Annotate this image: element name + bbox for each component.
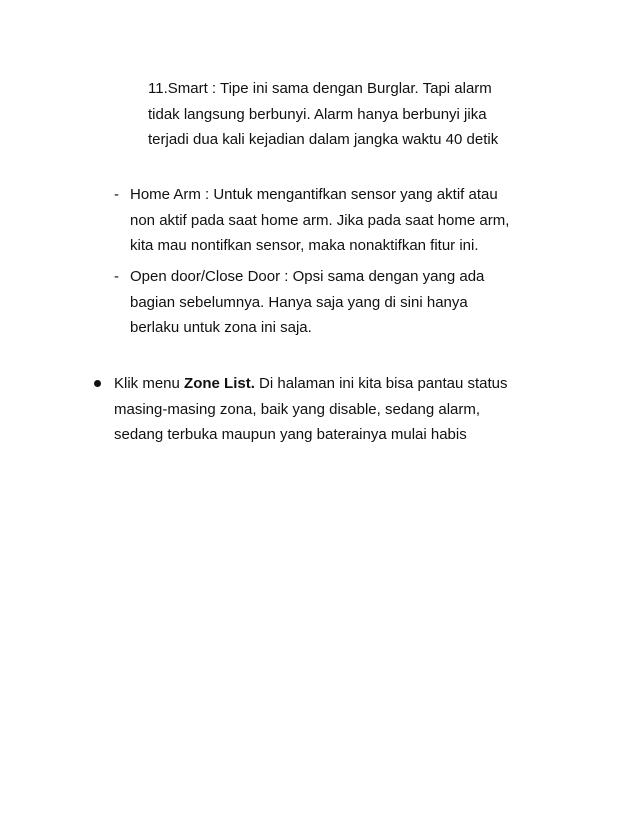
paragraph-line: 11.Smart : Tipe ini sama dengan Burglar. Tapi alarm xyxy=(148,80,492,97)
dash-marker: - xyxy=(114,268,119,285)
item-line: kita mau nontifkan sensor, maka nonaktifkan fitur ini. xyxy=(130,237,479,254)
item-line: masing-masing zona, baik yang disable, sedang alarm, xyxy=(114,400,481,418)
item-line: Home Arm : Untuk mengantifkan sensor yang aktif atau xyxy=(130,186,498,203)
item-line: non aktif pada saat home arm. Jika pada saat home arm, xyxy=(130,211,510,229)
item-line: berlaku untuk zona ini saja. xyxy=(130,319,312,336)
paragraph-line: tidak langsung berbunyi. Alarm hanya berbunyi jika xyxy=(148,105,487,123)
item-line: Open door/Close Door : Opsi sama dengan yang ada xyxy=(130,268,485,285)
bullet-icon xyxy=(94,380,101,387)
bullet-item-text xyxy=(114,371,508,448)
dash-item-text xyxy=(130,264,484,341)
numbered-paragraph xyxy=(148,76,498,153)
emphasis-text: Zone List. xyxy=(184,375,255,392)
item-line: bagian sebelumnya. Hanya saja yang di sini hanya xyxy=(130,293,468,311)
item-prefix: Klik menu xyxy=(114,375,185,392)
item-line xyxy=(114,371,508,397)
item-line-rest: Di halaman ini kita bisa pantau status xyxy=(254,375,508,392)
dash-item-text xyxy=(130,182,509,259)
paragraph-line: terjadi dua kali kejadian dalam jangka waktu 40 detik xyxy=(148,131,499,148)
dash-marker: - xyxy=(114,186,119,203)
item-line: sedang terbuka maupun yang baterainya mulai habis xyxy=(114,426,467,443)
